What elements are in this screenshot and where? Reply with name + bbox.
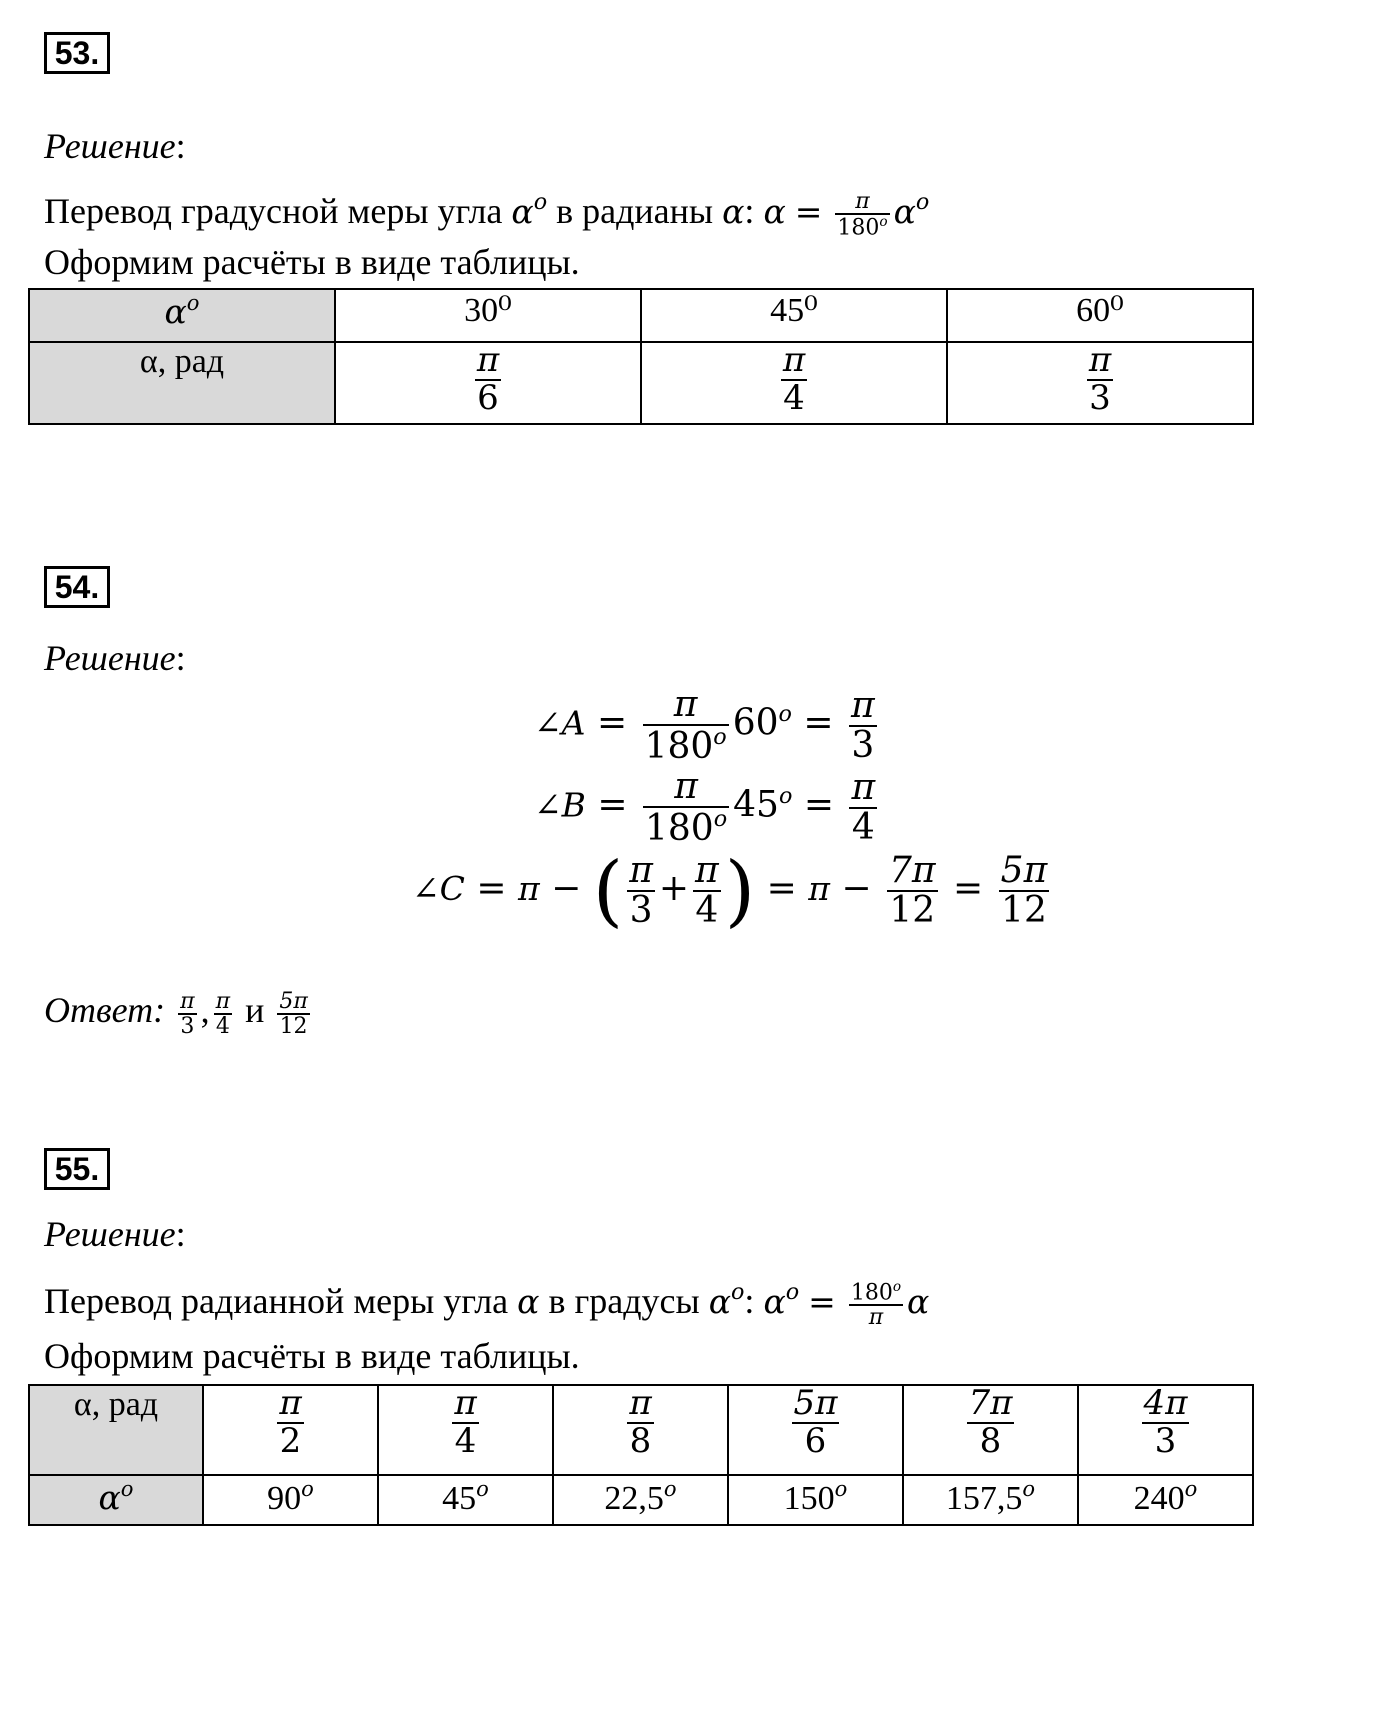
radian-cell: $\frac{\pi}{4}$ [641, 342, 947, 424]
header-radians: α, рад [29, 1385, 203, 1475]
degree-cell: 60⁰ [947, 289, 1253, 342]
solution-label-54: Решение: [44, 638, 186, 678]
header-radians: α, рад [29, 342, 335, 424]
radian-cell: $\frac{7\pi}{8}$ [903, 1385, 1078, 1475]
radian-cell: $\frac{4\pi}{3}$ [1078, 1385, 1253, 1475]
answer-54: Ответ: $\frac{\pi}{3}$ , $\frac{\pi}{4}$ и $\frac{5\pi}{12}$ [44, 988, 308, 1039]
formula-fraction: $\frac{\pi}{180^o}$ [837, 188, 888, 241]
formula-fraction: $\frac{180^o}{\pi}$ [850, 1278, 902, 1331]
equation-angle-b: ∠B = $\frac{\pi}{180^o}$ 45$^o$ = $\frac{\pi}{4}$ [534, 766, 876, 849]
degree-cell: 45⁰ [641, 289, 947, 342]
radian-cell: $\frac{\pi}{2}$ [203, 1385, 378, 1475]
radian-cell: $\frac{\pi}{6}$ [335, 342, 641, 424]
header-degrees: $\alpha^o$ [29, 289, 335, 342]
radian-cell: $\frac{\pi}{3}$ [947, 342, 1253, 424]
conversion-rule-55: Перевод радианной меры угла α в градусы $\alpha^o$: $\alpha^o$ = $\frac{180^o}{\pi}$ α [44, 1278, 930, 1331]
conversion-table-53 [28, 288, 1254, 425]
equation-angle-a: ∠A = $\frac{\pi}{180^o}$ 60$^o$ = $\frac{\pi}{3}$ [534, 684, 875, 767]
equation-angle-c: ∠C = π − ( $\frac{\pi}{3}$ + $\frac{\pi}{4}$ ) = π − $\frac{7\pi}{12}$ = $\frac{5\pi}{12}$ [412, 846, 1048, 936]
solution-label-53: Решение: [44, 126, 186, 166]
radian-cell: $\frac{5\pi}{6}$ [728, 1385, 903, 1475]
table-intro-53: Оформим расчёты в виде таблицы. [44, 242, 580, 282]
degree-cell: 240$^o$ [1078, 1475, 1253, 1525]
degree-cell: 157,5$^o$ [903, 1475, 1078, 1525]
problem-number-53: 53. [44, 32, 110, 74]
conversion-table-55 [28, 1384, 1254, 1526]
header-degrees: $\alpha^o$ [29, 1475, 203, 1525]
degree-cell: 22,5$^o$ [553, 1475, 728, 1525]
problem-number-54: 54. [44, 566, 110, 608]
solution-label-55: Решение: [44, 1214, 186, 1254]
table-intro-55: Оформим расчёты в виде таблицы. [44, 1336, 580, 1376]
problem-number-55: 55. [44, 1148, 110, 1190]
conversion-rule-53: Перевод градусной меры угла $\alpha^o$ в радианы α: α = $\frac{\pi}{180^o}$ $\alpha^o$ [44, 188, 930, 241]
degree-cell: 45$^o$ [378, 1475, 553, 1525]
radian-cell: $\frac{\pi}{8}$ [553, 1385, 728, 1475]
degree-cell: 30⁰ [335, 289, 641, 342]
degree-cell: 90$^o$ [203, 1475, 378, 1525]
radian-cell: $\frac{\pi}{4}$ [378, 1385, 553, 1475]
degree-cell: 150$^o$ [728, 1475, 903, 1525]
